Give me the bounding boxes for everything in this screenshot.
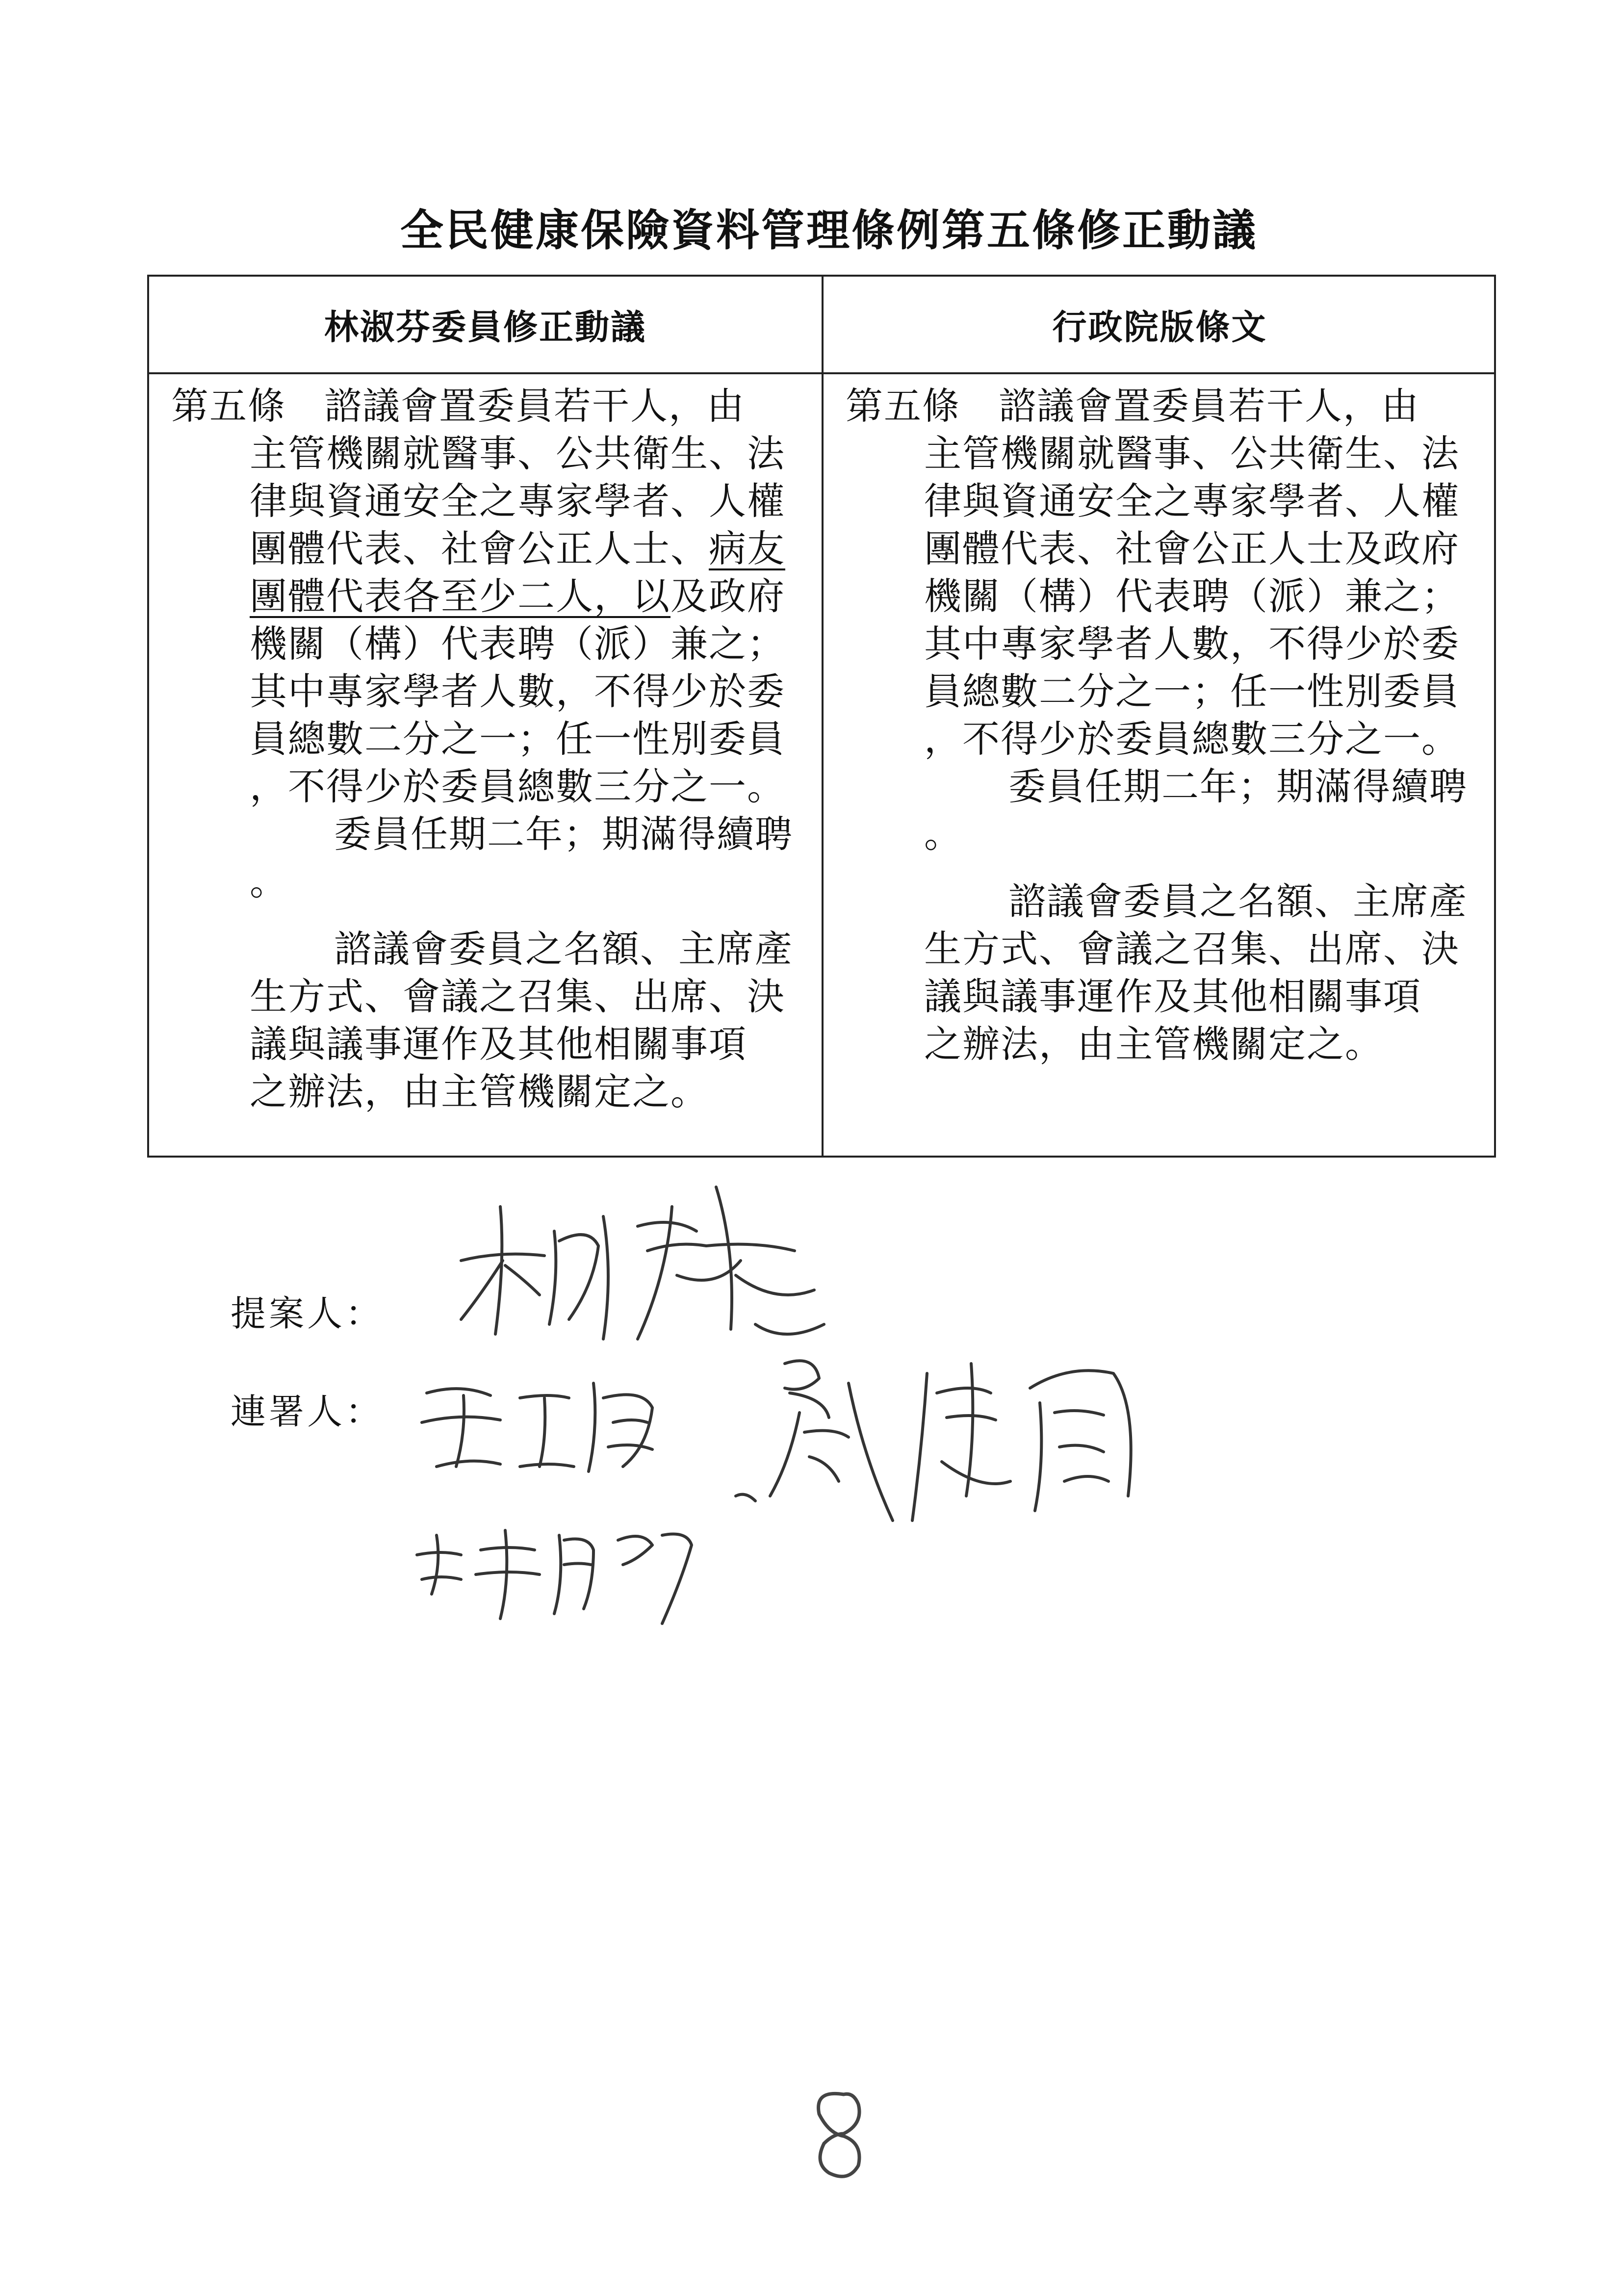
right-column-header: 行政院版條文 <box>1052 307 1267 347</box>
document-title: 全民健康保險資料管理條例第五條修正動議 <box>400 205 1258 256</box>
left-line: 。 <box>250 860 288 903</box>
cosigner-signature-1 <box>417 1368 672 1481</box>
left-line: 議與議事運作及其他相關事項 <box>250 1022 747 1066</box>
right-line: 生方式、會議之召集、出席、決 <box>924 927 1460 971</box>
left-line: 機關（構）代表聘（派）兼之； <box>250 622 785 666</box>
left-line: 生方式、會議之召集、出席、決 <box>250 975 785 1018</box>
right-paragraph-3 <box>846 877 1483 1068</box>
column-divider <box>822 277 824 1156</box>
left-line-text: 及政府 <box>670 574 785 618</box>
right-paragraph-2 <box>846 763 1483 858</box>
amended-text-underline: 團體代表各至少二人，以 <box>250 574 670 618</box>
right-line: 議與議事運作及其他相關事項 <box>924 975 1421 1018</box>
left-line-text: 團體代表、社會公正人士、 <box>250 527 709 570</box>
left-line: 其中專家學者人數，不得少於委 <box>250 670 785 713</box>
comparison-table <box>147 275 1496 1158</box>
left-article-heading: 第五條 諮議會置委員若干人，由 <box>171 384 745 428</box>
right-line: 團體代表、社會公正人士及政府 <box>924 527 1460 570</box>
right-article-heading: 第五條 諮議會置委員若干人，由 <box>846 384 1419 428</box>
left-line: ，不得少於委員總數三分之一。 <box>250 765 785 808</box>
right-line: 委員任期二年；期滿得續聘 <box>1008 765 1468 808</box>
left-paragraph-3 <box>171 925 809 1115</box>
left-line: 員總數二分之一；任一性別委員 <box>250 717 785 761</box>
handwritten-note <box>407 1511 711 1628</box>
left-column-text <box>171 382 809 1115</box>
right-line: 機關（構）代表聘（派）兼之； <box>924 574 1460 618</box>
cosigner-signature-2 <box>716 1334 1207 1545</box>
right-line: 員總數二分之一；任一性別委員 <box>924 670 1460 713</box>
right-column-text <box>846 382 1483 1068</box>
left-line <box>250 572 809 620</box>
left-line: 諮議會委員之名額、主席產 <box>334 927 793 971</box>
left-line: 律與資通安全之專家學者、人權 <box>250 479 785 523</box>
left-paragraph-2 <box>171 810 809 905</box>
cosigner-label: 連署人： <box>231 1391 384 1432</box>
right-line: 律與資通安全之專家學者、人權 <box>924 479 1460 523</box>
left-line: 委員任期二年；期滿得續聘 <box>334 812 793 856</box>
header-divider <box>149 372 1494 374</box>
right-line: ，不得少於委員總數三分之一。 <box>924 717 1460 761</box>
left-line <box>250 525 809 572</box>
left-line: 之辦法，由主管機關定之。 <box>250 1070 709 1113</box>
left-line: 主管機關就醫事、公共衛生、法 <box>250 432 785 475</box>
amended-text-underline: 病友 <box>709 527 785 570</box>
left-paragraph-1 <box>171 430 809 810</box>
right-line: 諮議會委員之名額、主席產 <box>1008 879 1468 923</box>
right-line: 之辦法，由主管機關定之。 <box>924 1022 1383 1066</box>
left-column-header: 林淑芬委員修正動議 <box>324 307 646 347</box>
right-line: 主管機關就醫事、公共衛生、法 <box>924 432 1460 475</box>
right-line: 。 <box>924 812 962 856</box>
right-line: 其中專家學者人數，不得少於委 <box>924 622 1460 666</box>
page-number-handwritten <box>804 2080 873 2188</box>
proposer-label: 提案人： <box>231 1293 384 1334</box>
right-paragraph-1 <box>846 430 1483 763</box>
